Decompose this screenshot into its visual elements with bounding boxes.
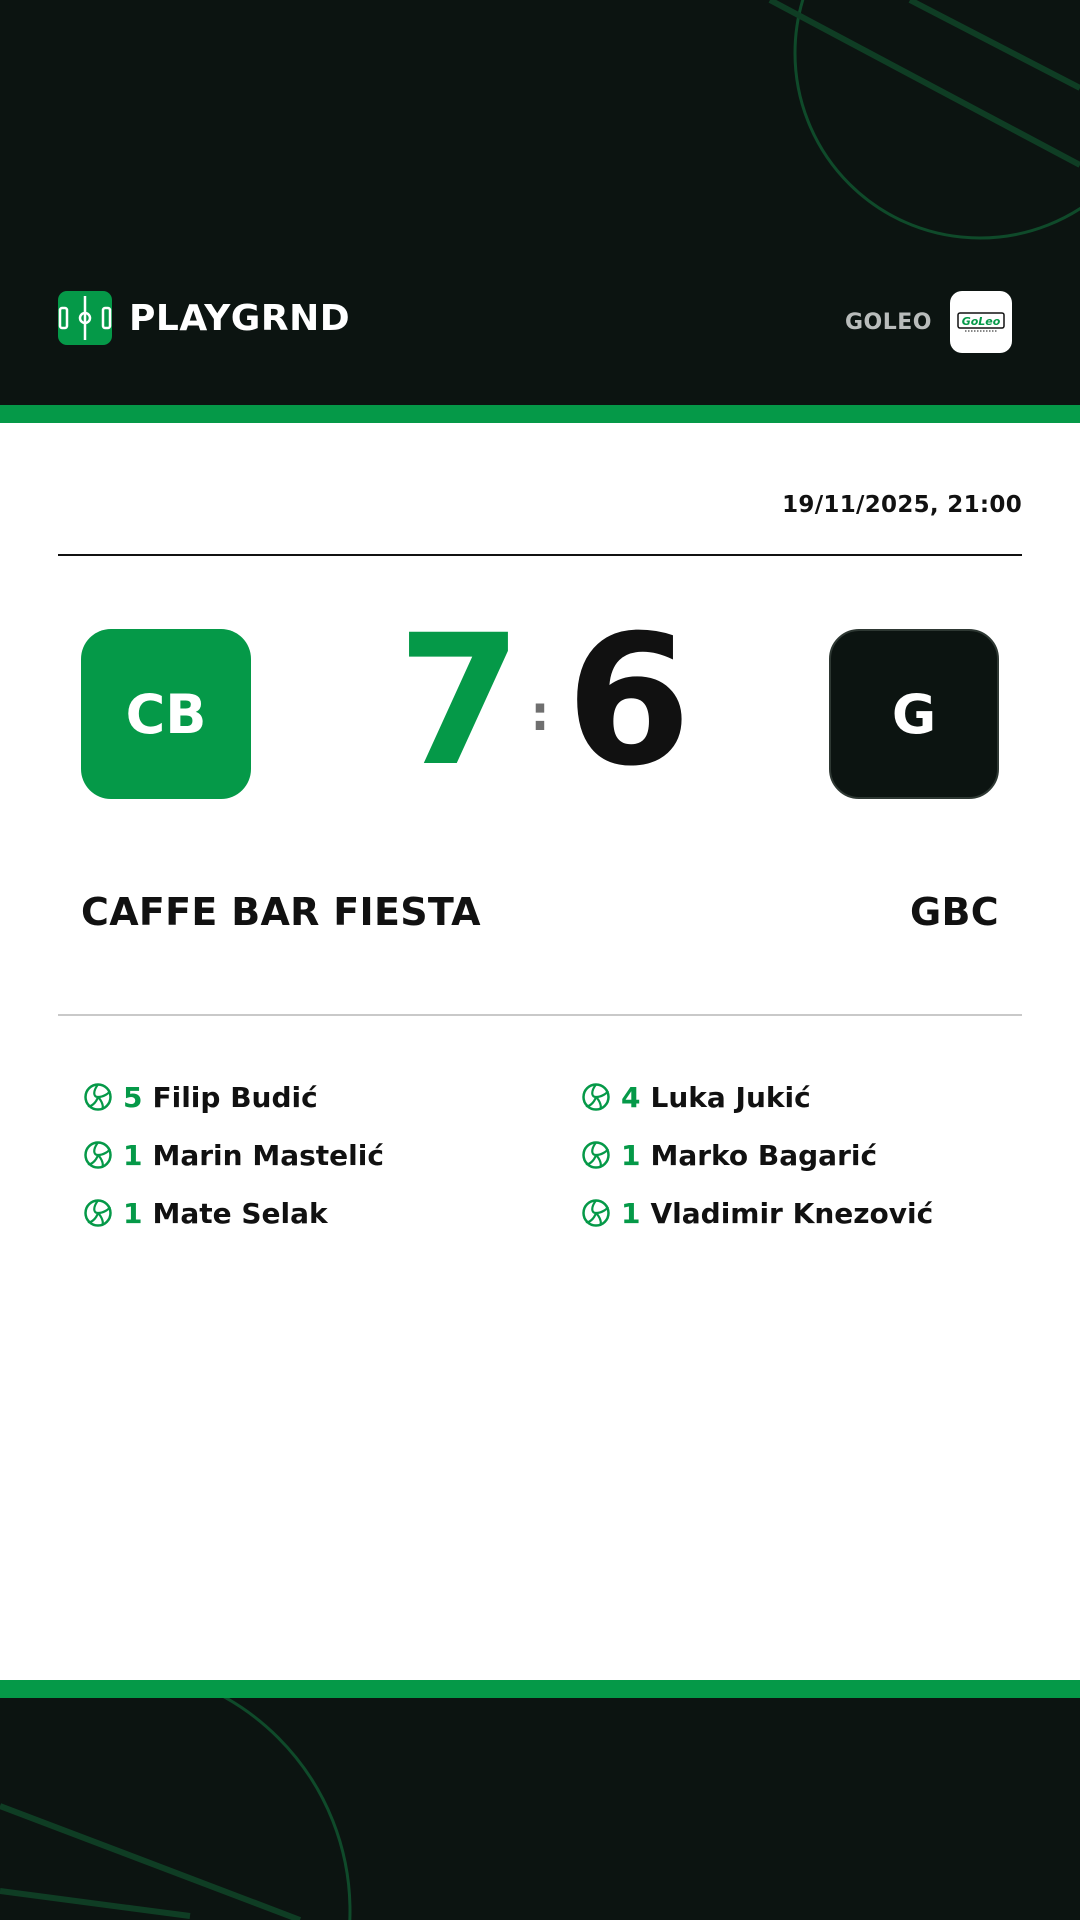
scorer-item [581, 1068, 1021, 1126]
header-banner [0, 0, 1080, 405]
soccer-ball-icon [83, 1082, 113, 1112]
scorer-goals: 5 [123, 1080, 143, 1114]
away-team-name: GBC [910, 890, 999, 934]
divider [58, 554, 1022, 556]
scorer-name: Filip Budić [152, 1080, 318, 1114]
scorer-goals: 1 [621, 1196, 641, 1230]
scorer-item [581, 1184, 1021, 1242]
scorer-goals: 1 [621, 1138, 641, 1172]
home-team-name: CAFFE BAR FIESTA [81, 890, 481, 934]
brand-name: PLAYGRND [129, 297, 351, 339]
scorer-name: Marin Mastelić [152, 1138, 384, 1172]
soccer-field-icon [58, 291, 112, 345]
home-scorers-list [83, 1068, 523, 1242]
brand[interactable] [58, 291, 350, 345]
bottom-accent-stripe [0, 1680, 1080, 1698]
partner-logo [950, 291, 1012, 353]
home-team-badge: CB [81, 629, 251, 799]
divider [58, 1014, 1022, 1016]
score-separator: : [530, 686, 550, 742]
scorer-name: Vladimir Knezović [650, 1196, 934, 1230]
scorer-item [581, 1126, 1021, 1184]
away-team-badge: G [829, 629, 999, 799]
away-scorers-list [581, 1068, 1021, 1242]
away-score: 6 [566, 597, 692, 806]
soccer-ball-icon [581, 1198, 611, 1228]
home-score: 7 [397, 597, 523, 806]
scorer-goals: 4 [621, 1080, 641, 1114]
scorer-item [83, 1184, 523, 1242]
scorer-name: Mate Selak [152, 1196, 328, 1230]
match-datetime: 19/11/2025, 21:00 [782, 492, 1022, 518]
top-accent-stripe [0, 405, 1080, 423]
scorer-goals: 1 [123, 1196, 143, 1230]
scorer-goals: 1 [123, 1138, 143, 1172]
pitch-lines-decoration [0, 1698, 1080, 1920]
scorer-item [83, 1126, 523, 1184]
partner-name: GOLEO [844, 309, 932, 335]
partner-logo-text: GoLeo [961, 315, 1001, 328]
soccer-ball-icon [83, 1198, 113, 1228]
soccer-ball-icon [581, 1082, 611, 1112]
scorer-name: Luka Jukić [650, 1080, 811, 1114]
partner[interactable] [845, 291, 1012, 353]
scorer-name: Marko Bagarić [650, 1138, 878, 1172]
scorer-item [83, 1068, 523, 1126]
soccer-ball-icon [581, 1140, 611, 1170]
soccer-ball-icon [83, 1140, 113, 1170]
footer-banner [0, 1698, 1080, 1920]
